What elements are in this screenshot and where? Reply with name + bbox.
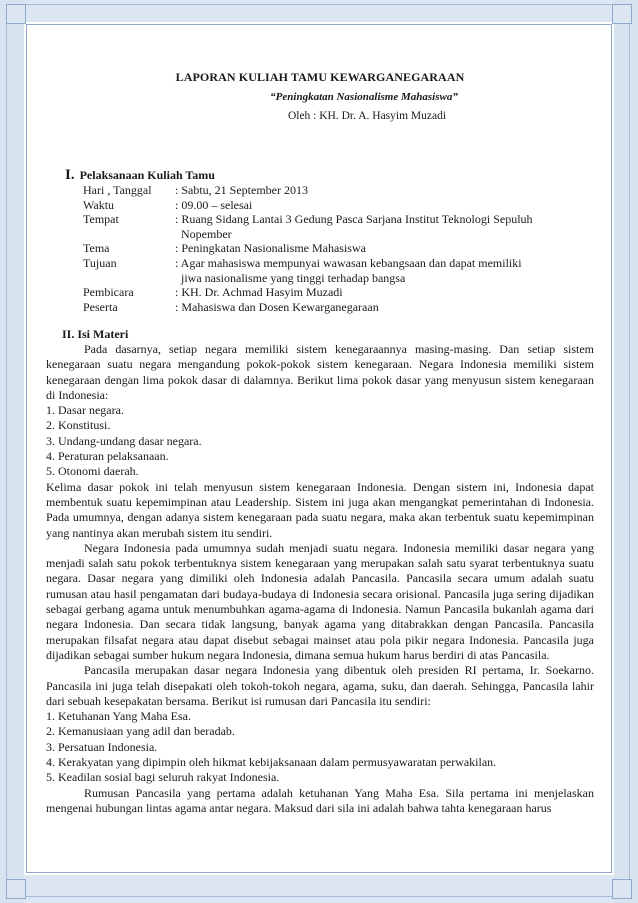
info-row bbox=[83, 285, 591, 300]
list-item: 3. Persatuan Indonesia. bbox=[46, 739, 158, 754]
info-label: Pembicara bbox=[83, 285, 134, 300]
info-row bbox=[83, 300, 591, 315]
info-label: Tujuan bbox=[83, 255, 117, 270]
info-value: : KH. Dr. Achmad Hasyim Muzadi bbox=[175, 285, 343, 300]
section2-heading: II. Isi Materi bbox=[62, 327, 129, 341]
list-item: 5. Keadilan sosial bagi seluruh rakyat Indonesia. bbox=[46, 770, 280, 785]
corner-bottom-left bbox=[6, 879, 26, 899]
info-label: Hari , Tanggal bbox=[83, 183, 152, 197]
info-value-cont: Nopember bbox=[181, 226, 232, 241]
paragraph: Negara Indonesia pada umumnya sudah menjadi suatu negara. Indonesia memiliki dasar negara yang menjadi salah satu pokok terbentuknya sistem kenegaraan yang merupakan salah satu syarat terbentuknya suatu negara. Dasar negara yang dimiliki oleh Indonesia adalah Pancasila. Pancasila secara umum adalah suatu rumusan atau hasil pengamatan dari budaya-budaya di Indonesia secara orisional. Pancasila juga sering dijadikan sebagai gerbang agama untuk menumbuhkan agama-agama di Indonesia. Namun Pancasila bukanlah agama dari negara Indonesia. Dan secara tidak langsung, banyak agama yang ditabrakkan dengan Pancasila. Pancasila merupakan filsafat negara atau dapat disebut sebagai mainset atau pola pikir negara Indonesia. Pancasila juga dijadikan sebagai sumber hukum negara Indonesia, dimana semua hukum harus berdiri di atas Pancasila. bbox=[46, 540, 594, 662]
event-info-table bbox=[83, 183, 591, 314]
list-item: 1. Dasar negara. bbox=[46, 403, 124, 418]
report-title: LAPORAN KULIAH TAMU KEWARGANEGARAAN bbox=[175, 70, 465, 84]
info-row bbox=[83, 183, 591, 198]
info-value: : Ruang Sidang Lantai 3 Gedung Pasca Sarjana Institut Teknologi Sepuluh bbox=[175, 212, 533, 227]
list-item: 3. Undang-undang dasar negara. bbox=[46, 433, 202, 448]
info-row bbox=[83, 198, 591, 213]
info-label: Waktu bbox=[83, 197, 115, 212]
paragraph: Rumusan Pancasila yang pertama adalah ketuhanan Yang Maha Esa. Sila pertama ini menjelaskan mengenai hubungan lintas agama antar negara. Maksud dari sila ini adalah bahwa tahta kenegaraan harus bbox=[46, 785, 594, 815]
report-author: Oleh : KH. Dr. A. Hasyim Muzadi bbox=[287, 110, 447, 122]
info-value-cont: jiwa nasionalisme yang tinggi terhadap bangsa bbox=[181, 270, 406, 285]
list-item: 4. Peraturan pelaksanaan. bbox=[46, 449, 169, 464]
corner-top-right bbox=[612, 4, 632, 24]
paragraph: Pada dasarnya, setiap negara memiliki sistem kenegaraannya masing-masing. Dan setiap sistem kenegaraan suatu negara mengandung pokok-pokok sistem kenegaraan. Negara Indonesia memiliki sistem kenegaraan dengan lima pokok dasar di dalamnya. Berikut lima pokok dasar yang menyusun sistem kenegaraan di Indonesia: bbox=[46, 342, 594, 402]
paragraph: Pancasila merupakan dasar negara Indonesia yang dibentuk oleh presiden RI pertama, Ir. Soekarno. Pancasila ini juga telah disepakati oleh tokoh-tokoh negara, agama, suku, dan daerah. Sehingga, Pancasila lahir dari sebuah kesepakatan bersama. Berikut isi rumusan dari Pancasila itu sendiri: bbox=[46, 663, 594, 708]
section1-heading bbox=[65, 167, 215, 184]
info-value: : Mahasiswa dan Dosen Kewarganegaraan bbox=[175, 299, 379, 314]
corner-top-left bbox=[6, 4, 26, 24]
info-value: : Agar mahasiswa mempunyai wawasan kebangsaan dan dapat memiliki bbox=[175, 255, 522, 270]
info-value: : Peningkatan Nasionalisme Mahasiswa bbox=[175, 241, 366, 256]
info-row bbox=[83, 212, 591, 227]
corner-bottom-right bbox=[612, 879, 632, 899]
info-row-continuation bbox=[83, 271, 591, 286]
info-value: : 09.00 – selesai bbox=[175, 197, 253, 212]
info-label: Tempat bbox=[83, 212, 119, 227]
info-value: : Sabtu, 21 September 2013 bbox=[175, 183, 308, 197]
section1-number: I. bbox=[65, 167, 75, 183]
list-item: 4. Kerakyatan yang dipimpin oleh hikmat kebijaksanaan dalam permusyawaratan perwakilan. bbox=[46, 755, 497, 770]
info-row bbox=[83, 256, 591, 271]
list-item: 5. Otonomi daerah. bbox=[46, 464, 139, 479]
paragraph: Kelima dasar pokok ini telah menyusun sistem kenegaraan Indonesia. Dengan sistem ini, Indonesia dapat membentuk suatu kepemimpinan atau Leadership. Sistem ini juga akan mengangkat pemerintahan di Indonesia. Pada umumnya, dengan adanya sistem kenegaraan pada suatu negara, maka akan terbentuk suatu kepemimpinan yang nantinya akan merubah sistem itu sendiri. bbox=[46, 479, 594, 540]
info-label: Peserta bbox=[83, 299, 118, 314]
section1-title: Pelaksanaan Kuliah Tamu bbox=[79, 168, 215, 182]
section2-body bbox=[46, 342, 594, 816]
info-row-continuation bbox=[83, 227, 591, 242]
document-page bbox=[45, 70, 595, 122]
report-subtitle: “Peningkatan Nasionalisme Mahasiswa” bbox=[270, 91, 458, 103]
info-row bbox=[83, 241, 591, 256]
info-label: Tema bbox=[83, 241, 110, 256]
list-item: 2. Konstitusi. bbox=[46, 418, 111, 433]
list-item: 1. Ketuhanan Yang Maha Esa. bbox=[46, 709, 191, 724]
list-item: 2. Kemanusiaan yang adil dan beradab. bbox=[46, 724, 235, 739]
